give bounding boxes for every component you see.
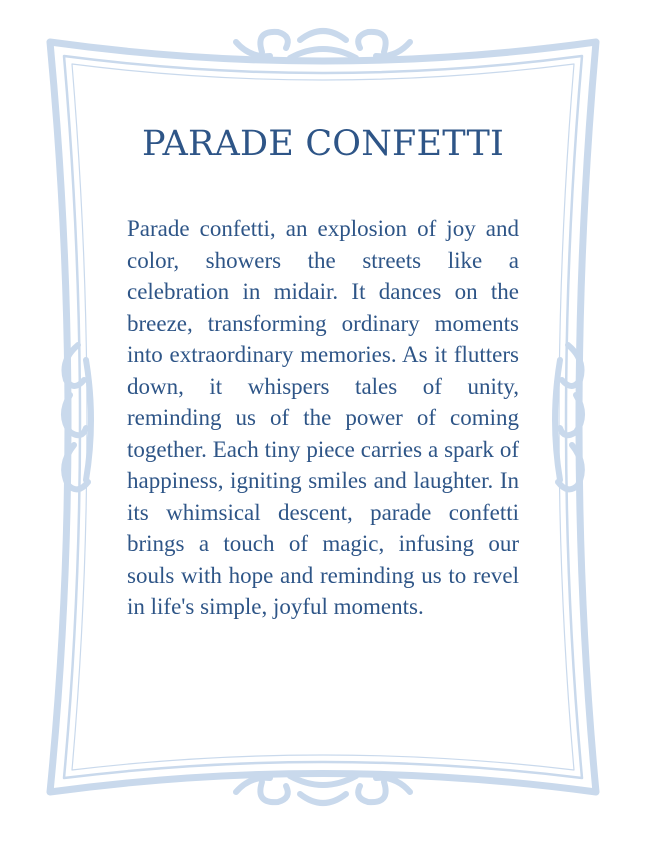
page-title: PARADE CONFETTI xyxy=(141,124,505,164)
body-paragraph: Parade confetti, an explosion of joy and color, showers the streets like a celebration in midair. It dances on the breeze, transforming ordinary moments into extraordinary memories. As it flutters down, it whispers tales of unity, reminding us of the power of coming together. Each tiny piece carries a spark of happiness, igniting smiles and laughter. In its whimsical descent, parade confetti brings a touch of magic, infusing our souls with hope and reminding us to revel in life's simple, joyful moments. xyxy=(127,216,519,619)
